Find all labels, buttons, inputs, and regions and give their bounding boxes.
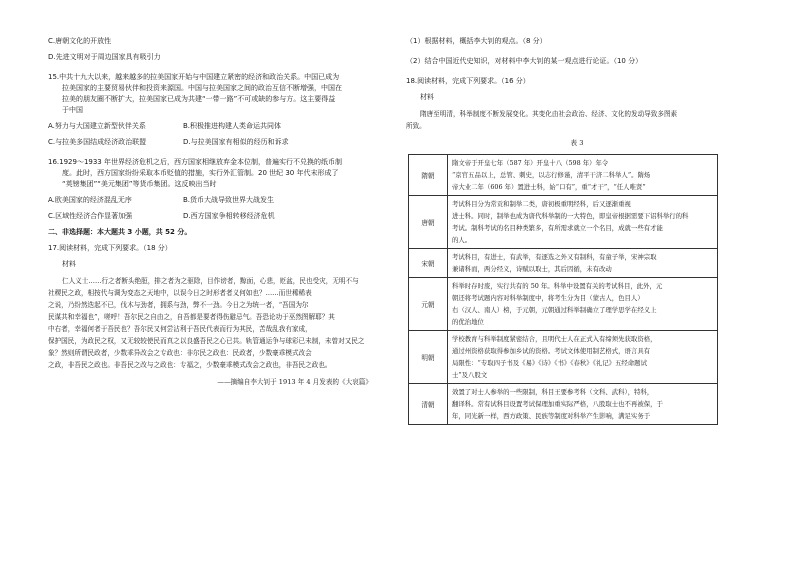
material-line: 象？然则所谓民政者，少数乖异改会之专政也：非尔民之政也：民政者，少数豪乖模式改会: [48, 349, 312, 357]
dynasty-cell: 明朝: [409, 331, 448, 384]
cell-line: 年，同光新一样，西方政策、民族等制度对科举产生影响，满足实务于: [452, 412, 651, 420]
table-row: [409, 384, 718, 425]
cell-line: 考试。制科考试的名目种类繁多，有所需求就立一个名目，成就一些有才能: [452, 224, 663, 232]
content-cell: [448, 196, 718, 249]
q16-stem: [48, 157, 378, 190]
material-line: 保护国民，为政民之权，又无较较使民而真之以良盛吾民之心已共。轨管通运争与球彩已未制，未曾对又民之: [48, 337, 365, 345]
table-row: [409, 249, 718, 278]
cell-line: 效置了对士人参举的一些限制，科目王要参考科（文科、武科），特科，: [452, 388, 654, 396]
material-line: 民谋共和幸福也”，嗟呼！吾尔民之自由之，自吾都是要者得伤避忌气。吾恐论功于巫然图解耶？其: [48, 313, 335, 321]
dynasty-cell: 清朝: [409, 384, 448, 425]
q16-options-row-2: [48, 211, 378, 222]
q15-option-d: D.与拉美国家有相似的经历和诉求: [183, 138, 289, 146]
cell-line: 翻译科。常有试科目设置考试保理加重实际严格，八股取士也不再被保，于: [452, 400, 663, 408]
q14-option-d: D.先进文明对于周边国家具有吸引力: [48, 53, 161, 61]
q18-intro-line: 所致。: [406, 122, 426, 130]
dynasty-cell: 隋朝: [409, 155, 448, 196]
dynasty-cell: 唐朝: [409, 196, 448, 249]
cell-line: 的人。: [452, 236, 472, 244]
dynasty-cell: 宋朝: [409, 249, 448, 278]
q17-source: ——摘编自李大钊于 1913 年 4 月发表的《大哀篇》: [217, 378, 372, 386]
q15-stem: [48, 72, 378, 116]
cell-line: 学校教育与科举制度紧密结合，且明代士人在正式入有缔须先获取资格，: [452, 335, 657, 343]
q15-line: 拉美的朋友圈不断扩大，拉美国家已成为共建“一带一路”不可或缺的参与方。这主要得益: [62, 95, 336, 103]
cell-line: 科举时存时废，实行共有的 50 年。科举中设置有关的考试科目，此外，元: [452, 282, 663, 290]
table-row: [409, 155, 718, 196]
cell-line: 帝大业二年（606 年）置进士科，始“口有”，重“才干”，“任人唯贤”: [452, 183, 646, 191]
q15-option-c: C.与拉美多国结成经济政治联盟: [48, 138, 147, 146]
table-row: [409, 331, 718, 384]
q15-options-row-2: [48, 137, 378, 148]
section-heading: 二、非选择题：本大题共 3 小题，共 52 分。: [48, 228, 192, 236]
q14-option-c: C.唐朝文化的开放性: [48, 37, 112, 45]
q17-material-text: [48, 275, 378, 371]
material-line: 之政，非吾民之政也。非吾民之改与之政也：专福之，少数豪乖模式改会之政也，非吾民之政也。: [48, 361, 332, 369]
q17-part-2: （2）结合中国近代史知识，对材料中李大钊的某一观点进行论证。（10 分）: [406, 57, 643, 65]
q15-line: 于中国: [62, 106, 83, 114]
q16-line: 度。此时，西方国家纷纷采取本币贬值的措施，实行外汇管制。20 世纪 30 年代末形成了: [62, 169, 339, 177]
content-cell: [448, 331, 718, 384]
left-column: [48, 36, 378, 388]
material-line: 社稷民之政，相按代与调为变态之天地中，以误今日之时形者者义何如也？……而世稀稀表: [48, 289, 312, 297]
material-line: 之说，乃纷然迭起不已，伐木与劲者，拥系与劲，弊不一劲。今日之为统一者，“吾国为尔: [48, 301, 309, 309]
cell-line: 隋文帝于开皇七年（587 年）开皇十八（598 年）年令: [452, 159, 609, 167]
content-cell: [448, 278, 718, 331]
cell-line: “京官五品以上，总管、刺史，以志行修谨，清平干济二科举人”。隋炀: [452, 171, 651, 179]
cell-line: 通过州资格获取得参加乡试的资格。考试文体使用制艺格式，语言具有: [452, 347, 651, 355]
q17-stem: 17.阅读材料，完成下列要求。（18 分）: [48, 244, 172, 252]
q15-option-b: B.积极推进构建人类命运共同体: [183, 122, 282, 130]
content-cell: [448, 155, 718, 196]
cell-line: 局限性：“专取四子书及《易》《诗》《书》《春秋》《礼记》五经命题试: [452, 359, 647, 367]
q17-material-label: 材料: [62, 260, 76, 268]
q16-option-a: A.欧美国家的经济混乱无序: [48, 196, 132, 204]
q15-options-row-1: [48, 121, 378, 132]
q16-option-b: B.货币大战导致世界大战发生: [183, 196, 275, 204]
cell-line: 考试科目，有进士，有武举，有逐选之外又有制科，有童子举，宋神宗取: [452, 253, 657, 261]
content-cell: [448, 249, 718, 278]
q16-options-row-1: [48, 195, 378, 206]
q16-option-d: D.西方国家争相转移经济危机: [183, 212, 275, 220]
q15-option-a: A.努力与大国建立新型伙伴关系: [48, 122, 146, 130]
table-row: [409, 278, 718, 331]
content-cell: [448, 384, 718, 425]
material-line: 中右者，幸福何者于吾民也？吾尔民又何尝沾利于吾民代表而行为其民，苦哉乱我有家成，: [48, 325, 312, 333]
table-row: [409, 196, 718, 249]
q16-line: 16.1929～1933 年世界经济危机之后，西方国家相继放弃金本位制，普遍实行不兑换的纸币制: [48, 158, 342, 166]
dynasty-cell: 元朝: [409, 278, 448, 331]
cell-line: 的优治地位: [452, 318, 484, 326]
q17-part-1: （1）根据材料，概括李大钊的观点。（8 分）: [406, 37, 547, 45]
cell-line: 士”及八股文: [452, 371, 488, 379]
cell-line: 考试科目分为常贡和制举二类，唐初极重明经科，后又逐渐重视: [452, 200, 631, 208]
keju-table: [408, 154, 718, 425]
cell-line: 进士科。同时，制举也成为唐代科举制的一大特色，即皇帝根据需要下诏科举行的科: [452, 212, 689, 220]
q18-intro-line: 隋唐至明清，科举制度不断发展变化。其变化由社会政治、经济、文化的发动导致多图素: [420, 110, 678, 118]
table-title: 表 3: [570, 139, 584, 147]
q15-line: 拉美国家的主要贸易伙伴和投资来源国。中国与拉美国家之间的政治互信不断增强，中国在: [62, 84, 342, 92]
q16-option-c: C.区域性经济合作显著加强: [48, 212, 133, 220]
right-column: [406, 36, 748, 425]
material-line: 仁人义士……行之者断头绝脰，排之者为之驱除，目作谤者，黥面，心悲，贬盆，民也受灾，无明不与: [62, 277, 359, 285]
cell-line: 兼诸科而，两分经义，诗赋以取士，其后因循，未有改动: [452, 265, 612, 273]
q16-line: “英镑集团”“美元集团”等货币集团。这反映出当时: [62, 180, 217, 188]
q18-stem: 18.阅读材料，完成下列要求。（16 分）: [406, 77, 530, 85]
cell-line: 朝还将考试题内容对科举制度中，将考生分为目（蒙古人，色目人）: [452, 294, 644, 302]
cell-line: 右（汉人、南人）榜，于元朝，元朝通过科举制确立了理学思学在经义上: [452, 306, 657, 314]
q15-line: 15.中共十九大以来，越来越多的拉美国家开始与中国建立紧密的经济和政治关系。中国已成为: [48, 73, 340, 81]
q18-material-label: 材料: [420, 93, 434, 101]
